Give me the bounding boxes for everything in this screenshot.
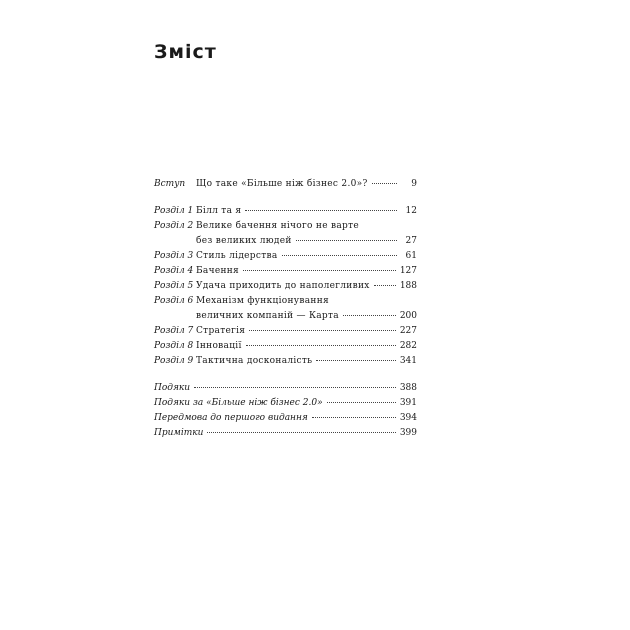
toc-entry (154, 354, 417, 369)
dot-leader (312, 417, 396, 418)
toc-entry-label: Розділ 7 (154, 326, 194, 336)
dot-leader (282, 255, 397, 256)
toc-entry (154, 381, 417, 396)
toc-entry-title: Стратегія (196, 326, 246, 336)
toc-entry-label: Розділ 2 (154, 221, 194, 231)
toc-entry-title: Інновації (196, 341, 242, 351)
toc-entry-page-number: 61 (405, 251, 417, 261)
toc-entry-title: Удача приходить до наполегливих (196, 281, 370, 291)
toc-entry-title: Механізм функціонування (196, 296, 329, 306)
toc-entry (154, 264, 417, 279)
toc-entry-page-number: 341 (399, 356, 417, 366)
dot-leader (374, 285, 396, 286)
toc-entry (154, 204, 417, 219)
dot-leader (249, 330, 396, 331)
toc-entry (154, 339, 417, 354)
toc-entry-page-number: 127 (399, 266, 417, 276)
dot-leader (245, 210, 397, 211)
dot-leader (316, 360, 395, 361)
toc-entry (154, 411, 417, 426)
toc-entry-label: Розділ 9 (154, 356, 194, 366)
toc-entry-page-number: 399 (399, 428, 417, 438)
toc-back-matter-group (154, 381, 417, 441)
toc-entry-title: Бачення (196, 266, 240, 276)
toc-entry-page-number: 188 (399, 281, 417, 291)
dot-leader (327, 402, 396, 403)
toc-entry (154, 294, 417, 309)
toc-entry-label: Розділ 4 (154, 266, 194, 276)
toc-entry (154, 324, 417, 339)
toc-entry (154, 219, 417, 234)
toc-entry-title: Подяки (154, 383, 191, 393)
toc-entry-page-number: 9 (411, 179, 417, 189)
toc-entry (154, 396, 417, 411)
toc-entry-label: Вступ (154, 179, 186, 189)
toc-entry-label: Розділ 8 (154, 341, 194, 351)
toc-entry-page-number: 282 (399, 341, 417, 351)
toc-entry-page-number: 227 (399, 326, 417, 336)
toc-entry (154, 234, 417, 249)
toc-entry-page-number: 27 (405, 236, 417, 246)
toc-entry (154, 309, 417, 324)
dot-leader (207, 432, 395, 433)
dot-leader (246, 345, 396, 346)
dot-leader (343, 315, 396, 316)
toc-entry-label: Розділ 6 (154, 296, 194, 306)
toc-entry (154, 279, 417, 294)
toc-entry-title: Що таке «Більше ніж бізнес 2.0»? (196, 179, 368, 189)
dot-leader (243, 270, 396, 271)
toc-entry-page-number: 391 (399, 398, 417, 408)
toc-entry-title: Примітки (154, 428, 204, 438)
dot-leader (372, 183, 397, 184)
toc-entry-title: Стиль лідерства (196, 251, 278, 261)
toc-entry-title: Подяки за «Більше ніж бізнес 2.0» (154, 398, 323, 408)
toc-entry-label: Розділ 3 (154, 251, 194, 261)
table-of-contents (154, 177, 417, 441)
toc-entry-label: Розділ 5 (154, 281, 194, 291)
toc-intro-group (154, 177, 417, 192)
toc-entry-title: Передмова до першого видання (154, 413, 308, 423)
dot-leader (296, 240, 397, 241)
toc-entry-title: без великих людей (196, 236, 292, 246)
dot-leader (194, 387, 396, 388)
toc-entry-page-number: 388 (399, 383, 417, 393)
toc-entry-page-number: 394 (399, 413, 417, 423)
toc-entry (154, 249, 417, 264)
toc-entry-page-number: 200 (399, 311, 417, 321)
page-title: Зміст (154, 41, 217, 63)
toc-entry-label: Розділ 1 (154, 206, 194, 216)
toc-chapters-group (154, 204, 417, 369)
toc-entry-page-number: 12 (405, 206, 417, 216)
toc-entry (154, 426, 417, 441)
toc-entry-title: величних компаній — Карта (196, 311, 339, 321)
toc-entry-title: Тактична досконалість (196, 356, 313, 366)
toc-entry (154, 177, 417, 192)
toc-entry-title: Білл та я (196, 206, 242, 216)
toc-entry-title: Велике бачення нічого не варте (196, 221, 359, 231)
